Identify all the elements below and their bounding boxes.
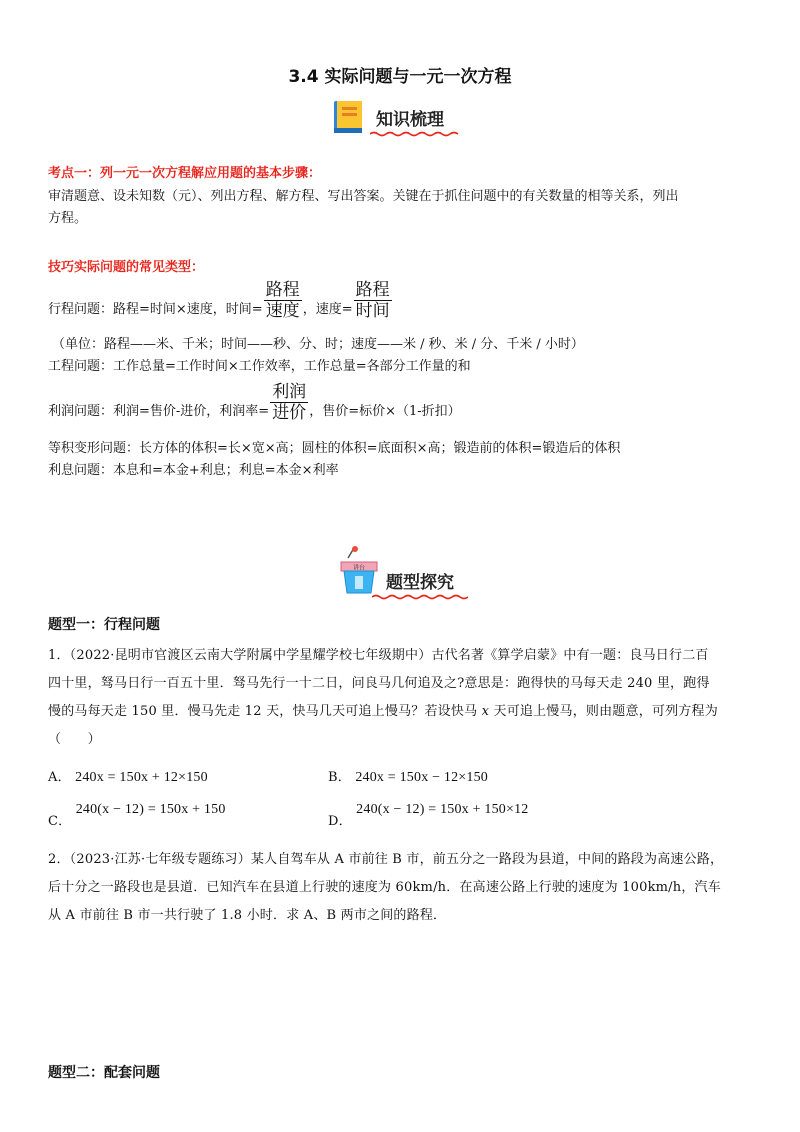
book-icon [330, 98, 368, 136]
q1-variable: x [481, 704, 490, 719]
option-b-label: B． [328, 770, 351, 785]
type2-heading: 题型二：配套问题 [48, 1065, 160, 1081]
fraction-time [264, 280, 302, 321]
option-a-equation: 240x = 150x + 12×150 [75, 770, 208, 785]
work-line: 工程问题：工作总量=工作时间×工作效率，工作总量=各部分工作量的和 [48, 359, 471, 374]
fraction-time-denominator: 速度 [265, 301, 300, 321]
option-d-equation: 240(x − 12) = 150x + 150×12 [356, 802, 529, 817]
type1-heading: 题型一：行程问题 [48, 617, 160, 633]
section-knowledge-label: 知识梳理 [376, 109, 444, 130]
q1-line3b: 天可追上慢马，则由题意，可列方程为 [489, 704, 718, 719]
q1-line1: 1．（2022·昆明市官渡区云南大学附属中学星耀学校七年级期中）古代名著《算学启蒙》中有一题：良马日行二百 [48, 648, 709, 663]
q2-line3: 从 A 市前往 B 市一共行驶了 1.8 小时．求 A、B 两市之间的路程． [48, 908, 447, 923]
fraction-profit-numerator: 利润 [272, 382, 307, 402]
profit-suffix: ，售价=标价×（1-折扣） [309, 404, 461, 419]
q1-answer-blank: （ ） [48, 732, 101, 747]
option-c-equation: 240(x − 12) = 150x + 150 [75, 802, 226, 817]
travel-formula [48, 280, 393, 321]
q1-line3a: 慢的马每天走 150 里．慢马先走 12 天，快马几天可追上慢马？若设快马 [48, 704, 482, 719]
section-explore-label: 题型探究 [386, 572, 454, 593]
volume-line: 等积变形问题：长方体的体积=长×宽×高；圆柱的体积=底面积×高；锻造前的体积=锻造后的体积 [48, 441, 621, 456]
travel-prefix: 行程问题：路程=时间×速度，时间= [48, 302, 263, 317]
kp1-line2: 方程。 [48, 211, 88, 226]
option-c-label: C． [48, 814, 72, 829]
travel-mid: ，速度= [302, 302, 353, 317]
option-a[interactable] [48, 764, 208, 792]
section-explore-title [386, 568, 454, 593]
units-line: （单位：路程——米、千米；时间——秒、分、时；速度——米 / 秒、米 / 分、千米 / 小时） [52, 337, 584, 352]
q1-line2: 四十里，驽马日行一百五十里．驽马先行一十二日，问良马几何追及之?意思是：跑得快的马每天走 240 里，跑得 [48, 676, 710, 691]
option-c[interactable] [48, 796, 226, 829]
page-title: 3.4 实际问题与一元一次方程 [288, 67, 512, 87]
wavy-underline [370, 131, 460, 137]
kp1-text [48, 186, 758, 230]
option-a-label: A． [48, 770, 71, 785]
option-b[interactable] [328, 764, 488, 792]
fraction-speed [354, 280, 392, 321]
question-2 [48, 846, 768, 930]
option-d-label: D． [328, 814, 352, 829]
fraction-speed-denominator: 时间 [355, 301, 390, 321]
q2-line2: 后十分之一路段也是县道．已知汽车在县道上行驶的速度为 60km/h．在高速公路上行驶的速度为 100km/h，汽车 [48, 880, 721, 895]
question-1 [48, 642, 768, 754]
kp2-heading: 技巧实际问题的常见类型： [48, 260, 205, 275]
fraction-profit-denominator: 进价 [272, 403, 307, 423]
fraction-speed-numerator: 路程 [355, 280, 390, 300]
section-knowledge-header [330, 98, 444, 136]
interest-line: 利息问题：本息和=本金+利息；利息=本金×利率 [48, 463, 339, 478]
wavy-underline [372, 594, 468, 600]
section-knowledge-title [376, 105, 444, 130]
option-b-equation: 240x = 150x − 12×150 [355, 770, 488, 785]
fraction-profit-rate [270, 382, 308, 423]
kp1-heading: 考点一：列一元一次方程解应用题的基本步骤： [48, 166, 322, 181]
podium-icon [338, 546, 380, 596]
profit-formula [48, 382, 461, 423]
q1-line3 [48, 698, 768, 726]
q2-line1: 2．（2023·江苏·七年级专题练习）某人自驾车从 A 市前往 B 市，前五分之一路段为县道，中间的路段为高速公路， [48, 852, 724, 867]
option-d[interactable] [328, 796, 529, 829]
podium-label: 讲台 [352, 564, 366, 572]
fraction-time-numerator: 路程 [265, 280, 300, 300]
kp1-line1: 审清题意、设未知数（元）、列出方程、解方程、写出答案。关键在于抓住问题中的有关数量的相等关系，列出 [48, 189, 679, 204]
section-explore-header [338, 546, 454, 596]
profit-prefix: 利润问题：利润=售价-进价，利润率= [48, 404, 270, 419]
